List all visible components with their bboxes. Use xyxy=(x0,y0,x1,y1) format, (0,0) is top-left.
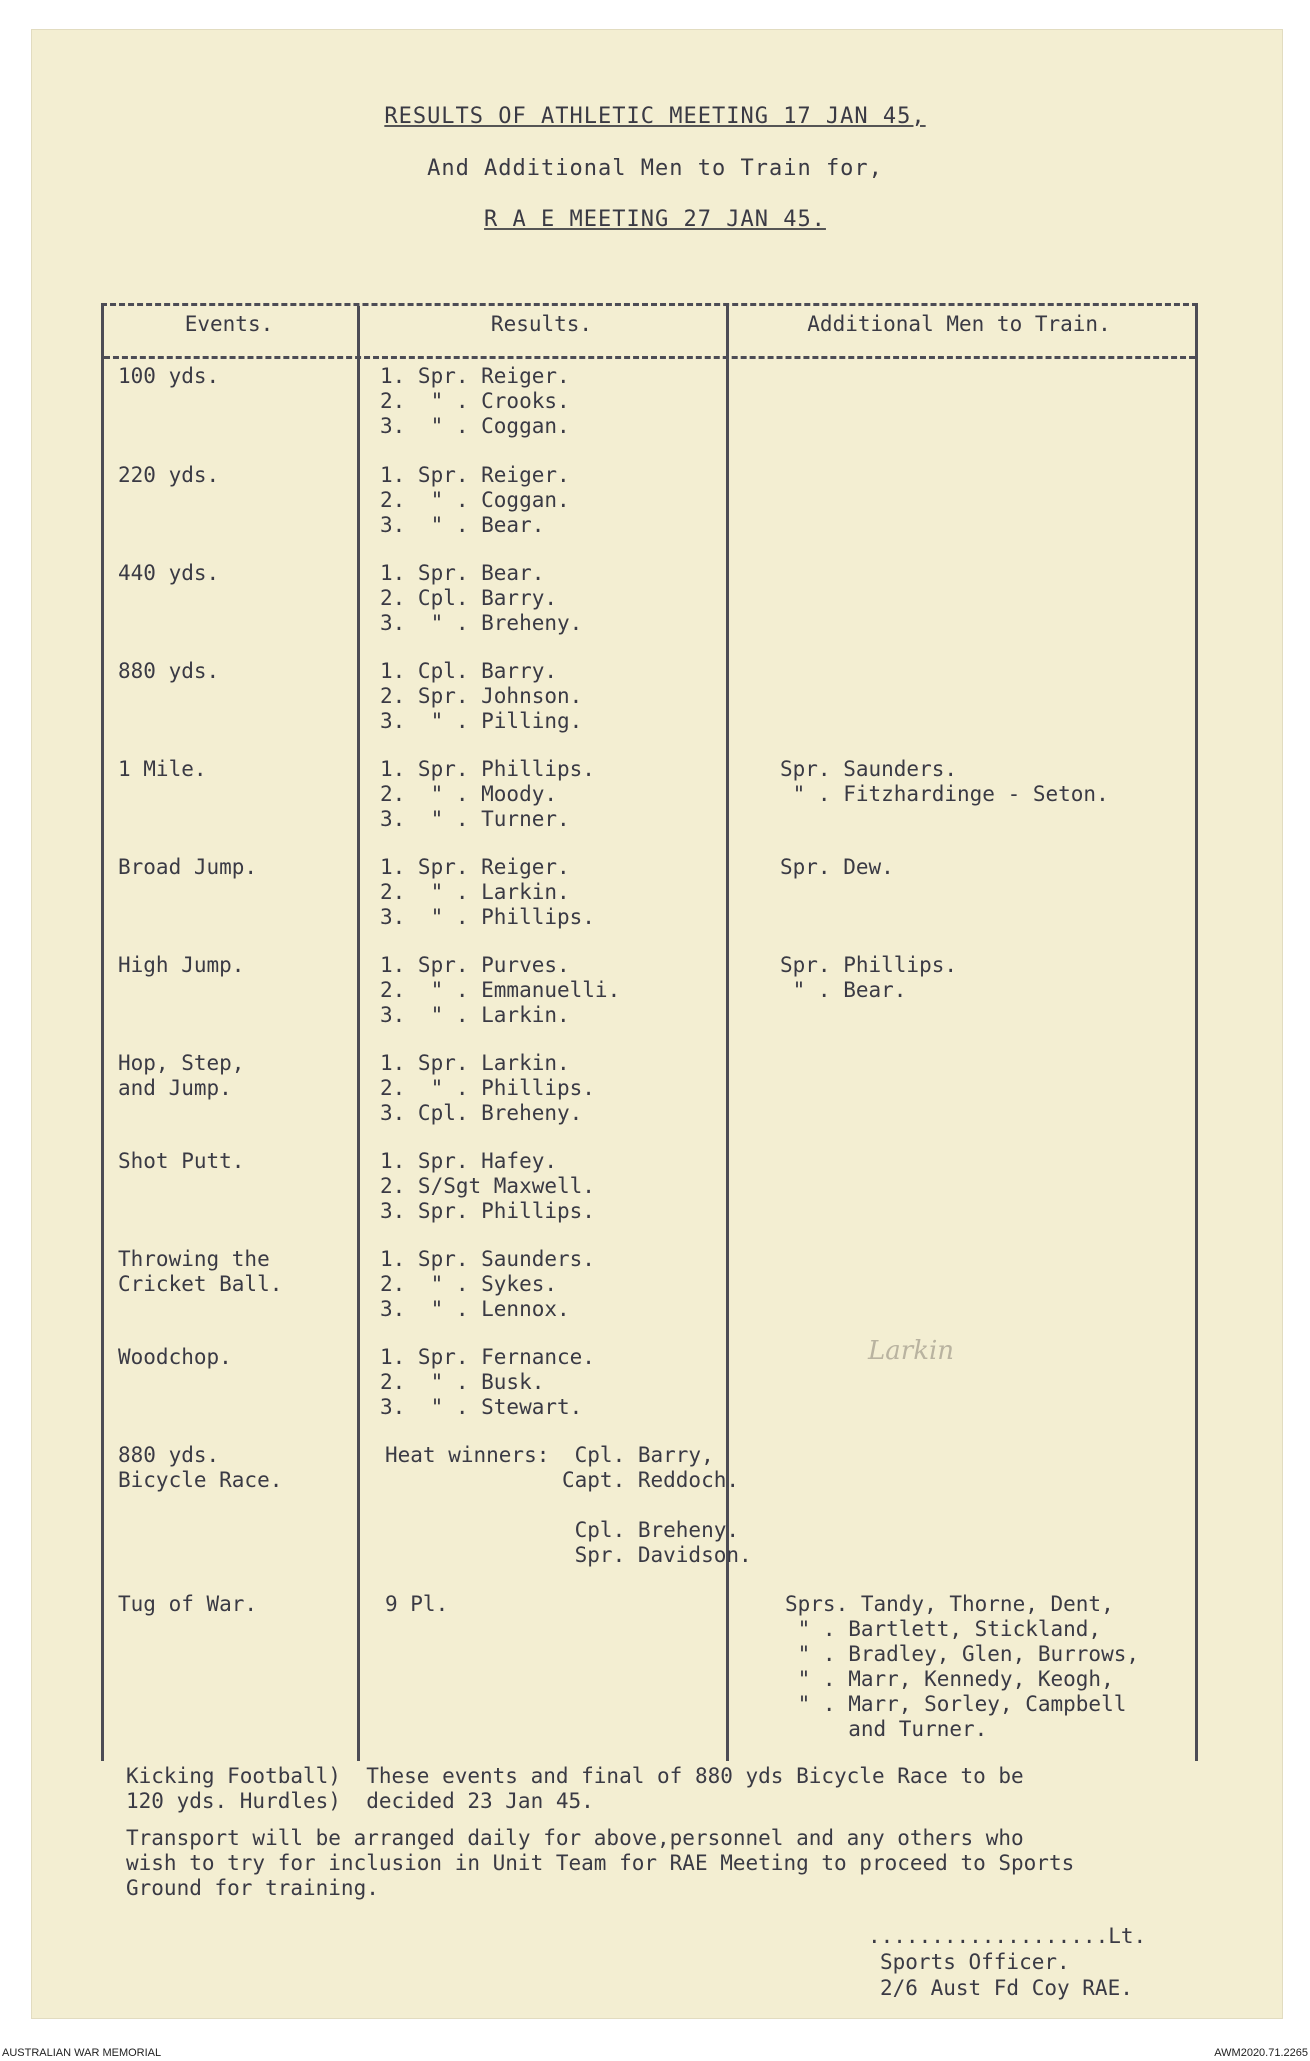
event-results: 1. Spr. Fernance. 2. " . Busk. 3. " . Stewart. xyxy=(380,1345,595,1419)
additional-men: Spr. Phillips. " . Bear. xyxy=(780,953,958,1002)
event-name: 100 yds. xyxy=(118,364,220,388)
header-divider xyxy=(104,356,1195,359)
handwritten-note: Larkin xyxy=(868,1336,955,1366)
event-name: 220 yds. xyxy=(118,463,220,487)
event-name: High Jump. xyxy=(118,953,245,977)
column-header-results: Results. xyxy=(490,312,593,336)
note-kicking-hurdles: Kicking Football) These events and final of 880 yds Bicycle Race to be 120 yds. Hurdles) decided 23 Jan 45. xyxy=(126,1764,1024,1813)
note-transport: Transport will be arranged daily for above,personnel and any others who wish to try for inclusion in Unit Team for RAE Meeting to proceed to Sports Ground for training. xyxy=(126,1826,1075,1900)
meeting-heading: R A E MEETING 27 JAN 45. xyxy=(484,207,826,232)
event-results: Heat winners: Cpl. Barry, Capt. Reddoch. Cpl. Breheny. Spr. Davidson. xyxy=(385,1443,752,1567)
event-results: 1. Spr. Hafey. 2. S/Sgt Maxwell. 3. Spr. Phillips. xyxy=(380,1149,595,1223)
event-results: 1. Spr. Purves. 2. " . Emmanuelli. 3. " . Larkin. xyxy=(380,953,621,1027)
signature-unit: 2/6 Aust Fd Coy RAE. xyxy=(880,1976,1133,2000)
event-results: 1. Spr. Reiger. 2. " . Crooks. 3. " . Coggan. xyxy=(380,364,570,438)
event-results: 9 Pl. xyxy=(385,1592,449,1616)
column-header-additional: Additional Men to Train. xyxy=(807,312,1111,336)
archive-label: AUSTRALIAN WAR MEMORIAL xyxy=(2,2047,162,2059)
archive-reference: AWM2020.71.2265 xyxy=(1214,2047,1308,2059)
event-results: 1. Spr. Reiger. 2. " . Larkin. 3. " . Phillips. xyxy=(380,855,595,929)
event-name: 880 yds. xyxy=(118,659,220,683)
event-results: 1. Spr. Larkin. 2. " . Phillips. 3. Cpl. Breheny. xyxy=(380,1051,595,1125)
event-results: 1. Spr. Reiger. 2. " . Coggan. 3. " . Bear. xyxy=(380,463,570,537)
document-title: RESULTS OF ATHLETIC MEETING 17 JAN 45, xyxy=(384,104,926,129)
event-name: 440 yds. xyxy=(118,561,220,585)
event-results: 1. Spr. Phillips. 2. " . Moody. 3. " . Turner. xyxy=(380,757,595,831)
event-name: Broad Jump. xyxy=(118,855,258,879)
signature-role: Sports Officer. xyxy=(880,1950,1070,1974)
event-results: 1. Cpl. Barry. 2. Spr. Johnson. 3. " . Pilling. xyxy=(380,659,583,733)
document-subtitle: And Additional Men to Train for, xyxy=(427,156,883,181)
signature-line: ...................Lt. xyxy=(868,1924,1147,1948)
additional-men: Spr. Saunders. " . Fitzhardinge - Seton. xyxy=(780,757,1109,806)
event-results: 1. Spr. Saunders. 2. " . Sykes. 3. " . Lennox. xyxy=(380,1247,595,1321)
event-name: Throwing the Cricket Ball. xyxy=(118,1247,283,1296)
event-results: 1. Spr. Bear. 2. Cpl. Barry. 3. " . Breheny. xyxy=(380,561,583,635)
event-name: Shot Putt. xyxy=(118,1149,245,1173)
event-name: 880 yds. Bicycle Race. xyxy=(118,1443,283,1492)
event-name: Woodchop. xyxy=(118,1345,232,1369)
event-name: Tug of War. xyxy=(118,1592,258,1616)
additional-men: Spr. Dew. xyxy=(780,855,894,879)
column-divider xyxy=(357,306,360,1761)
column-header-events: Events. xyxy=(184,312,274,336)
event-name: 1 Mile. xyxy=(118,757,207,781)
event-name: Hop, Step, and Jump. xyxy=(118,1051,245,1100)
additional-men: Sprs. Tandy, Thorne, Dent, " . Bartlett, Stickland, " . Bradley, Glen, Burrows, " . Marr, Kennedy, Keogh, " . Marr, Sorley, Campbell and Turner. xyxy=(785,1592,1140,1741)
